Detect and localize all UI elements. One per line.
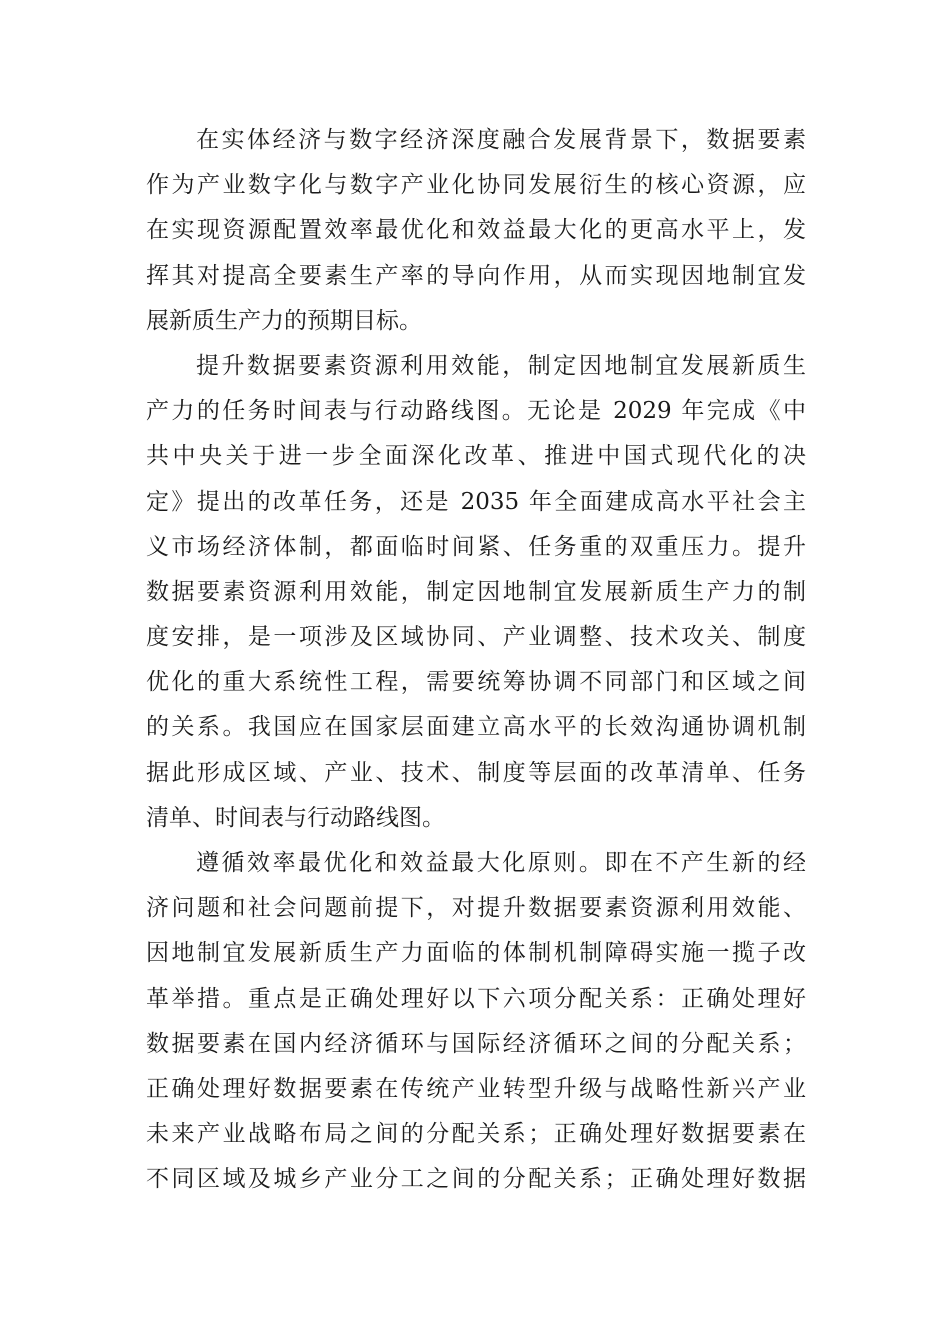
paragraph-3-line-8: 不同区域及城乡产业分工之间的分配关系；正确处理好数据 (146, 1166, 806, 1193)
paragraph-2-line-3: 共中央关于进一步全面深化改革、推进中国式现代化的决 (146, 443, 806, 470)
paragraph-3-line-6: 正确处理好数据要素在传统产业转型升级与战略性新兴产业 (146, 1075, 806, 1102)
paragraph-2-line-9: 的关系。我国应在国家层面建立高水平的长效沟通协调机制 (146, 714, 806, 741)
paragraph-2-line-1: 提升数据要素资源利用效能，制定因地制宜发展新质生 (196, 352, 806, 379)
document-body (146, 118, 806, 1203)
paragraph-2-line-4: 定》提出的改革任务，还是 2035 年全面建成高水平社会主 (146, 488, 806, 515)
paragraph-3-line-1: 遵循效率最优化和效益最大化原则。即在不产生新的经 (196, 850, 806, 876)
paragraph-2-line-6: 数据要素资源利用效能，制定因地制宜发展新质生产力的制 (146, 578, 806, 605)
paragraph-3-line-5: 数据要素在国内经济循环与国际经济循环之间的分配关系； (146, 1030, 806, 1057)
paragraph-1-line-2: 作为产业数字化与数字产业化协同发展衍生的核心资源，应 (146, 172, 806, 199)
paragraph-2-line-8: 优化的重大系统性工程，需要统筹协调不同部门和区域之间 (146, 669, 806, 696)
paragraph-2-line-2: 产力的任务时间表与行动路线图。无论是 2029 年完成《中 (146, 398, 806, 425)
paragraph-1-line-5: 展新质生产力的预期目标。 (146, 307, 422, 334)
paragraph-2-line-10: 据此形成区域、产业、技术、制度等层面的改革清单、任务 (146, 759, 806, 786)
paragraph-2-line-5: 义市场经济体制，都面临时间紧、任务重的双重压力。提升 (146, 533, 806, 560)
paragraph-3-line-4: 革举措。重点是正确处理好以下六项分配关系：正确处理好 (146, 985, 806, 1012)
paragraph-3-line-2: 济问题和社会问题前提下，对提升数据要素资源利用效能、 (146, 895, 806, 922)
paragraph-2-line-11: 清单、时间表与行动路线图。 (146, 804, 445, 831)
paragraph-1-line-3: 在实现资源配置效率最优化和效益最大化的更高水平上，发 (146, 217, 806, 244)
paragraph-1-line-1: 在实体经济与数字经济深度融合发展背景下，数据要素 (196, 127, 806, 153)
paragraph-2-line-7: 度安排，是一项涉及区域协同、产业调整、技术攻关、制度 (146, 624, 806, 651)
paragraph-1-line-4: 挥其对提高全要素生产率的导向作用，从而实现因地制宜发 (146, 262, 806, 289)
paragraph-3-line-7: 未来产业战略布局之间的分配关系；正确处理好数据要素在 (146, 1121, 806, 1148)
paragraph-3-line-3: 因地制宜发展新质生产力面临的体制机制障碍实施一揽子改 (146, 940, 806, 967)
